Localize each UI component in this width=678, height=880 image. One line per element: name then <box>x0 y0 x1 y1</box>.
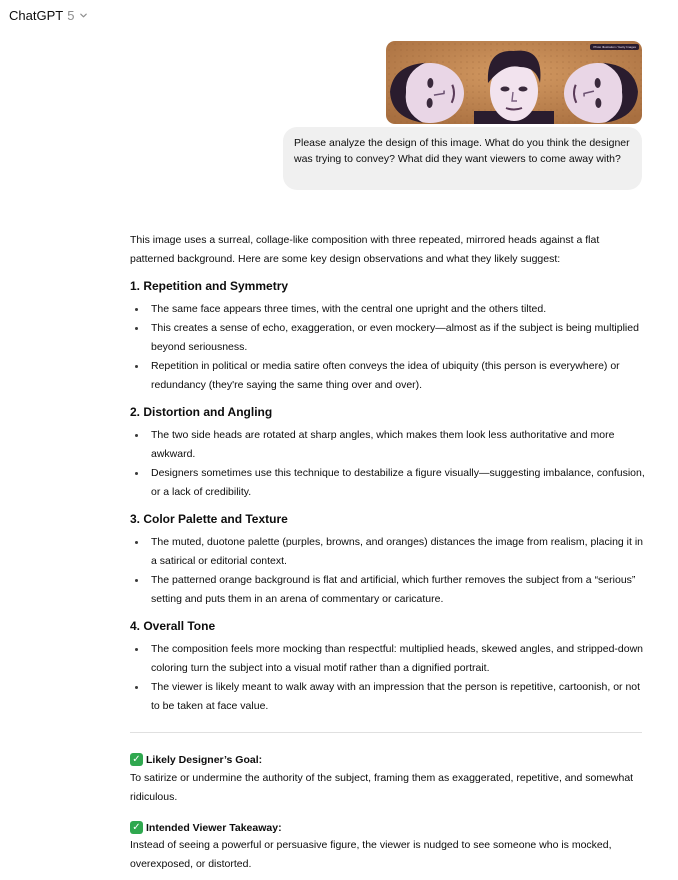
section-heading: 1. Repetition and Symmetry <box>130 279 289 293</box>
section-bullets <box>130 426 645 502</box>
section-bullets <box>130 300 645 395</box>
section-bullets <box>130 533 645 609</box>
viewer-takeaway-heading <box>130 821 282 834</box>
section-heading: 4. Overall Tone <box>130 619 216 633</box>
check-mark-icon: ✓ <box>130 753 143 766</box>
designer-goal-title: Likely Designer’s Goal: <box>146 753 263 766</box>
app-title: ChatGPT <box>9 8 64 23</box>
bullet-item: The viewer is likely meant to walk away with an impression that the person is repetitive, cartoonish, or not to be taken at face value. <box>130 678 645 716</box>
section-divider <box>130 732 642 733</box>
section-heading: 2. Distortion and Angling <box>130 405 273 419</box>
assistant-response <box>130 231 645 716</box>
image-credit: Photo Illustration / Getty Images <box>590 44 639 50</box>
viewer-takeaway-text: Instead of seeing a powerful or persuasive figure, the viewer is nudged to see someone who is mocked, overexposed, or distorted. <box>130 839 612 870</box>
section-heading: 3. Color Palette and Texture <box>130 512 288 526</box>
bullet-item: This creates a sense of echo, exaggeration, or even mockery—almost as if the subject is being multiplied beyond seriousness. <box>130 319 645 357</box>
bullet-item: The two side heads are rotated at sharp angles, which makes them look less authoritative and more awkward. <box>130 426 645 464</box>
viewer-takeaway-title: Intended Viewer Takeaway: <box>146 821 282 834</box>
model-selector[interactable] <box>9 8 88 23</box>
bullet-item: Designers sometimes use this technique to destabilize a figure visually—suggesting imbalance, confusion, or a lack of credibility. <box>130 464 645 502</box>
section-bullets <box>130 640 645 716</box>
collage-illustration <box>386 41 642 124</box>
bullet-item: The same face appears three times, with the central one upright and the others tilted. <box>130 300 645 319</box>
check-mark-icon: ✓ <box>130 821 143 834</box>
bullet-item: The patterned orange background is flat and artificial, which further removes the subject from a “serious” setting and puts them in an arena of commentary or caricature. <box>130 571 645 609</box>
bullet-item: Repetition in political or media satire often conveys the idea of ubiquity (this person is everywhere) or redundancy (they're saying the same thing over and over). <box>130 357 645 395</box>
bullet-item: The muted, duotone palette (purples, browns, and oranges) distances the image from realism, placing it in a satirical or editorial context. <box>130 533 645 571</box>
uploaded-image[interactable] <box>386 41 642 124</box>
response-intro: This image uses a surreal, collage-like composition with three repeated, mirrored heads against a flat patterned background. Here are some key design observations and what they likely suggest: <box>130 234 600 265</box>
chevron-down-icon <box>79 11 88 20</box>
bullet-item: The composition feels more mocking than respectful: multiplied heads, skewed angles, and stripped-down coloring turn the subject into a visual motif rather than a dignified portrait. <box>130 640 645 678</box>
user-message-bubble: Please analyze the design of this image. What do you think the designer was trying to convey? What did they want viewers to come away with? <box>283 127 642 190</box>
designer-goal-text: To satirize or undermine the authority of the subject, framing them as exaggerated, repetitive, and somewhat ridiculous. <box>130 772 634 803</box>
model-version: 5 <box>67 8 75 23</box>
designer-goal-heading <box>130 753 262 766</box>
